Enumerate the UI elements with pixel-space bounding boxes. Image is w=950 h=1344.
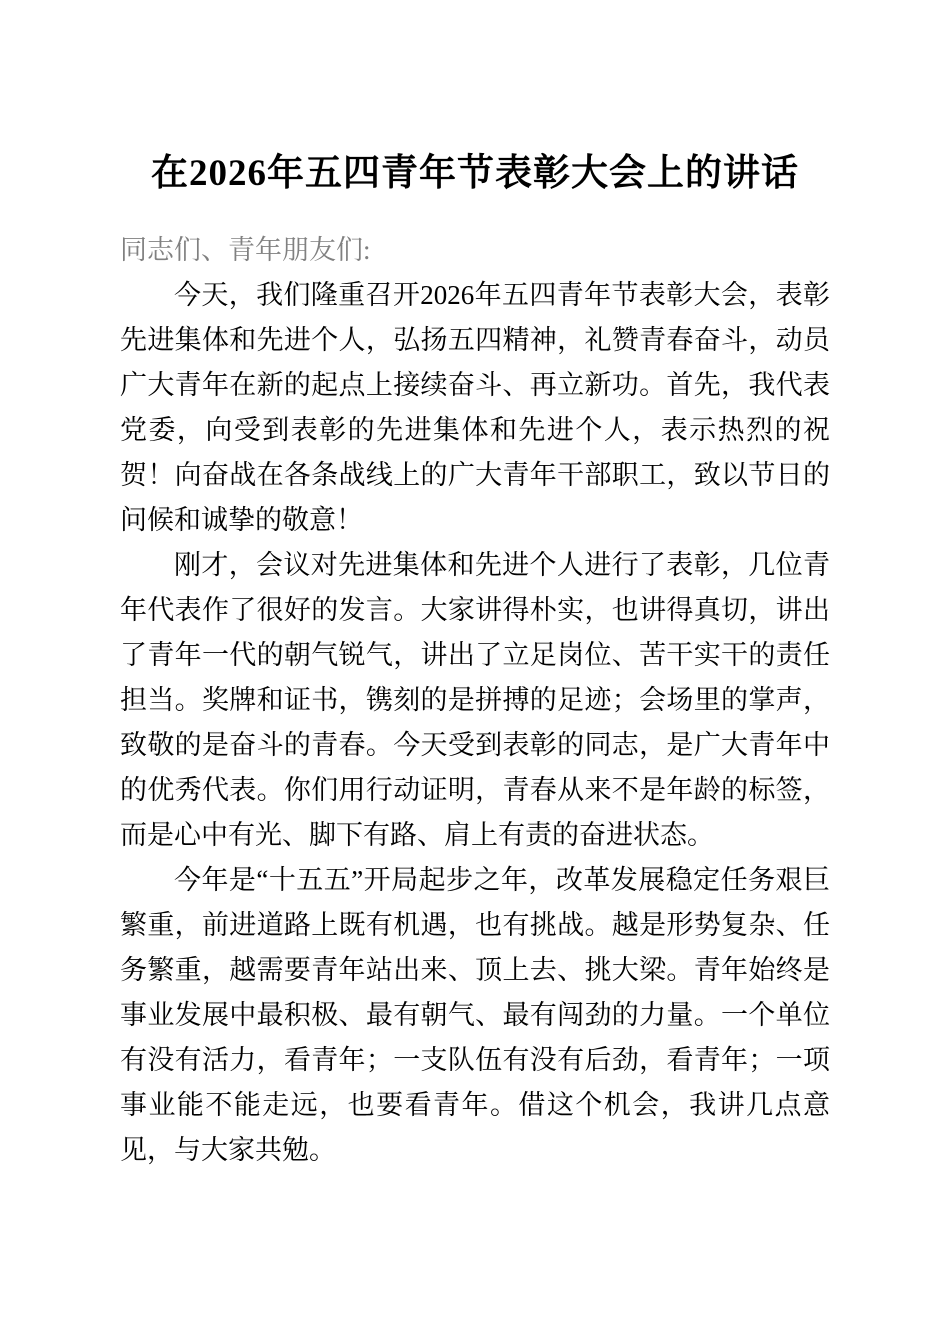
document-title: 在2026年五四青年节表彰大会上的讲话 (151, 153, 799, 194)
paragraph: 今年是“十五五”开局起步之年，改革发展稳定任务艰巨繁重，前进道路上既有机遇，也有挑战。越是形势复杂、任务繁重，越需要青年站出来、顶上去、挑大梁。青年始终是事业发展中最积极、最有朝气、最有闯劲的力量。一个单位有没有活力，看青年；一支队伍有没有后劲，看青年；一项事业能不能走远，也要看青年。借这个机会，我讲几点意见，与大家共勉。 (120, 865, 830, 1165)
paragraph: 今天，我们隆重召开2026年五四青年节表彰大会，表彰先进集体和先进个人，弘扬五四精神，礼赞青春奋斗，动员广大青年在新的起点上接续奋斗、再立新功。首先，我代表党委，向受到表彰的先进集体和先进个人，表示热烈的祝贺！向奋战在各条战线上的广大青年干部职工，致以节日的问候和诚挚的敬意！ (120, 280, 830, 535)
salutation-line: 同志们、青年朋友们: (120, 235, 371, 265)
paragraph: 刚才，会议对先进集体和先进个人进行了表彰，几位青年代表作了很好的发言。大家讲得朴实，也讲得真切，讲出了青年一代的朝气锐气，讲出了立足岗位、苦干实干的责任担当。奖牌和证书，镌刻的是拼搏的足迹；会场里的掌声，致敬的是奋斗的青春。今天受到表彰的同志，是广大青年中的优秀代表。你们用行动证明，青春从来不是年龄的标签，而是心中有光、脚下有路、肩上有责的奋进状态。 (120, 550, 830, 850)
